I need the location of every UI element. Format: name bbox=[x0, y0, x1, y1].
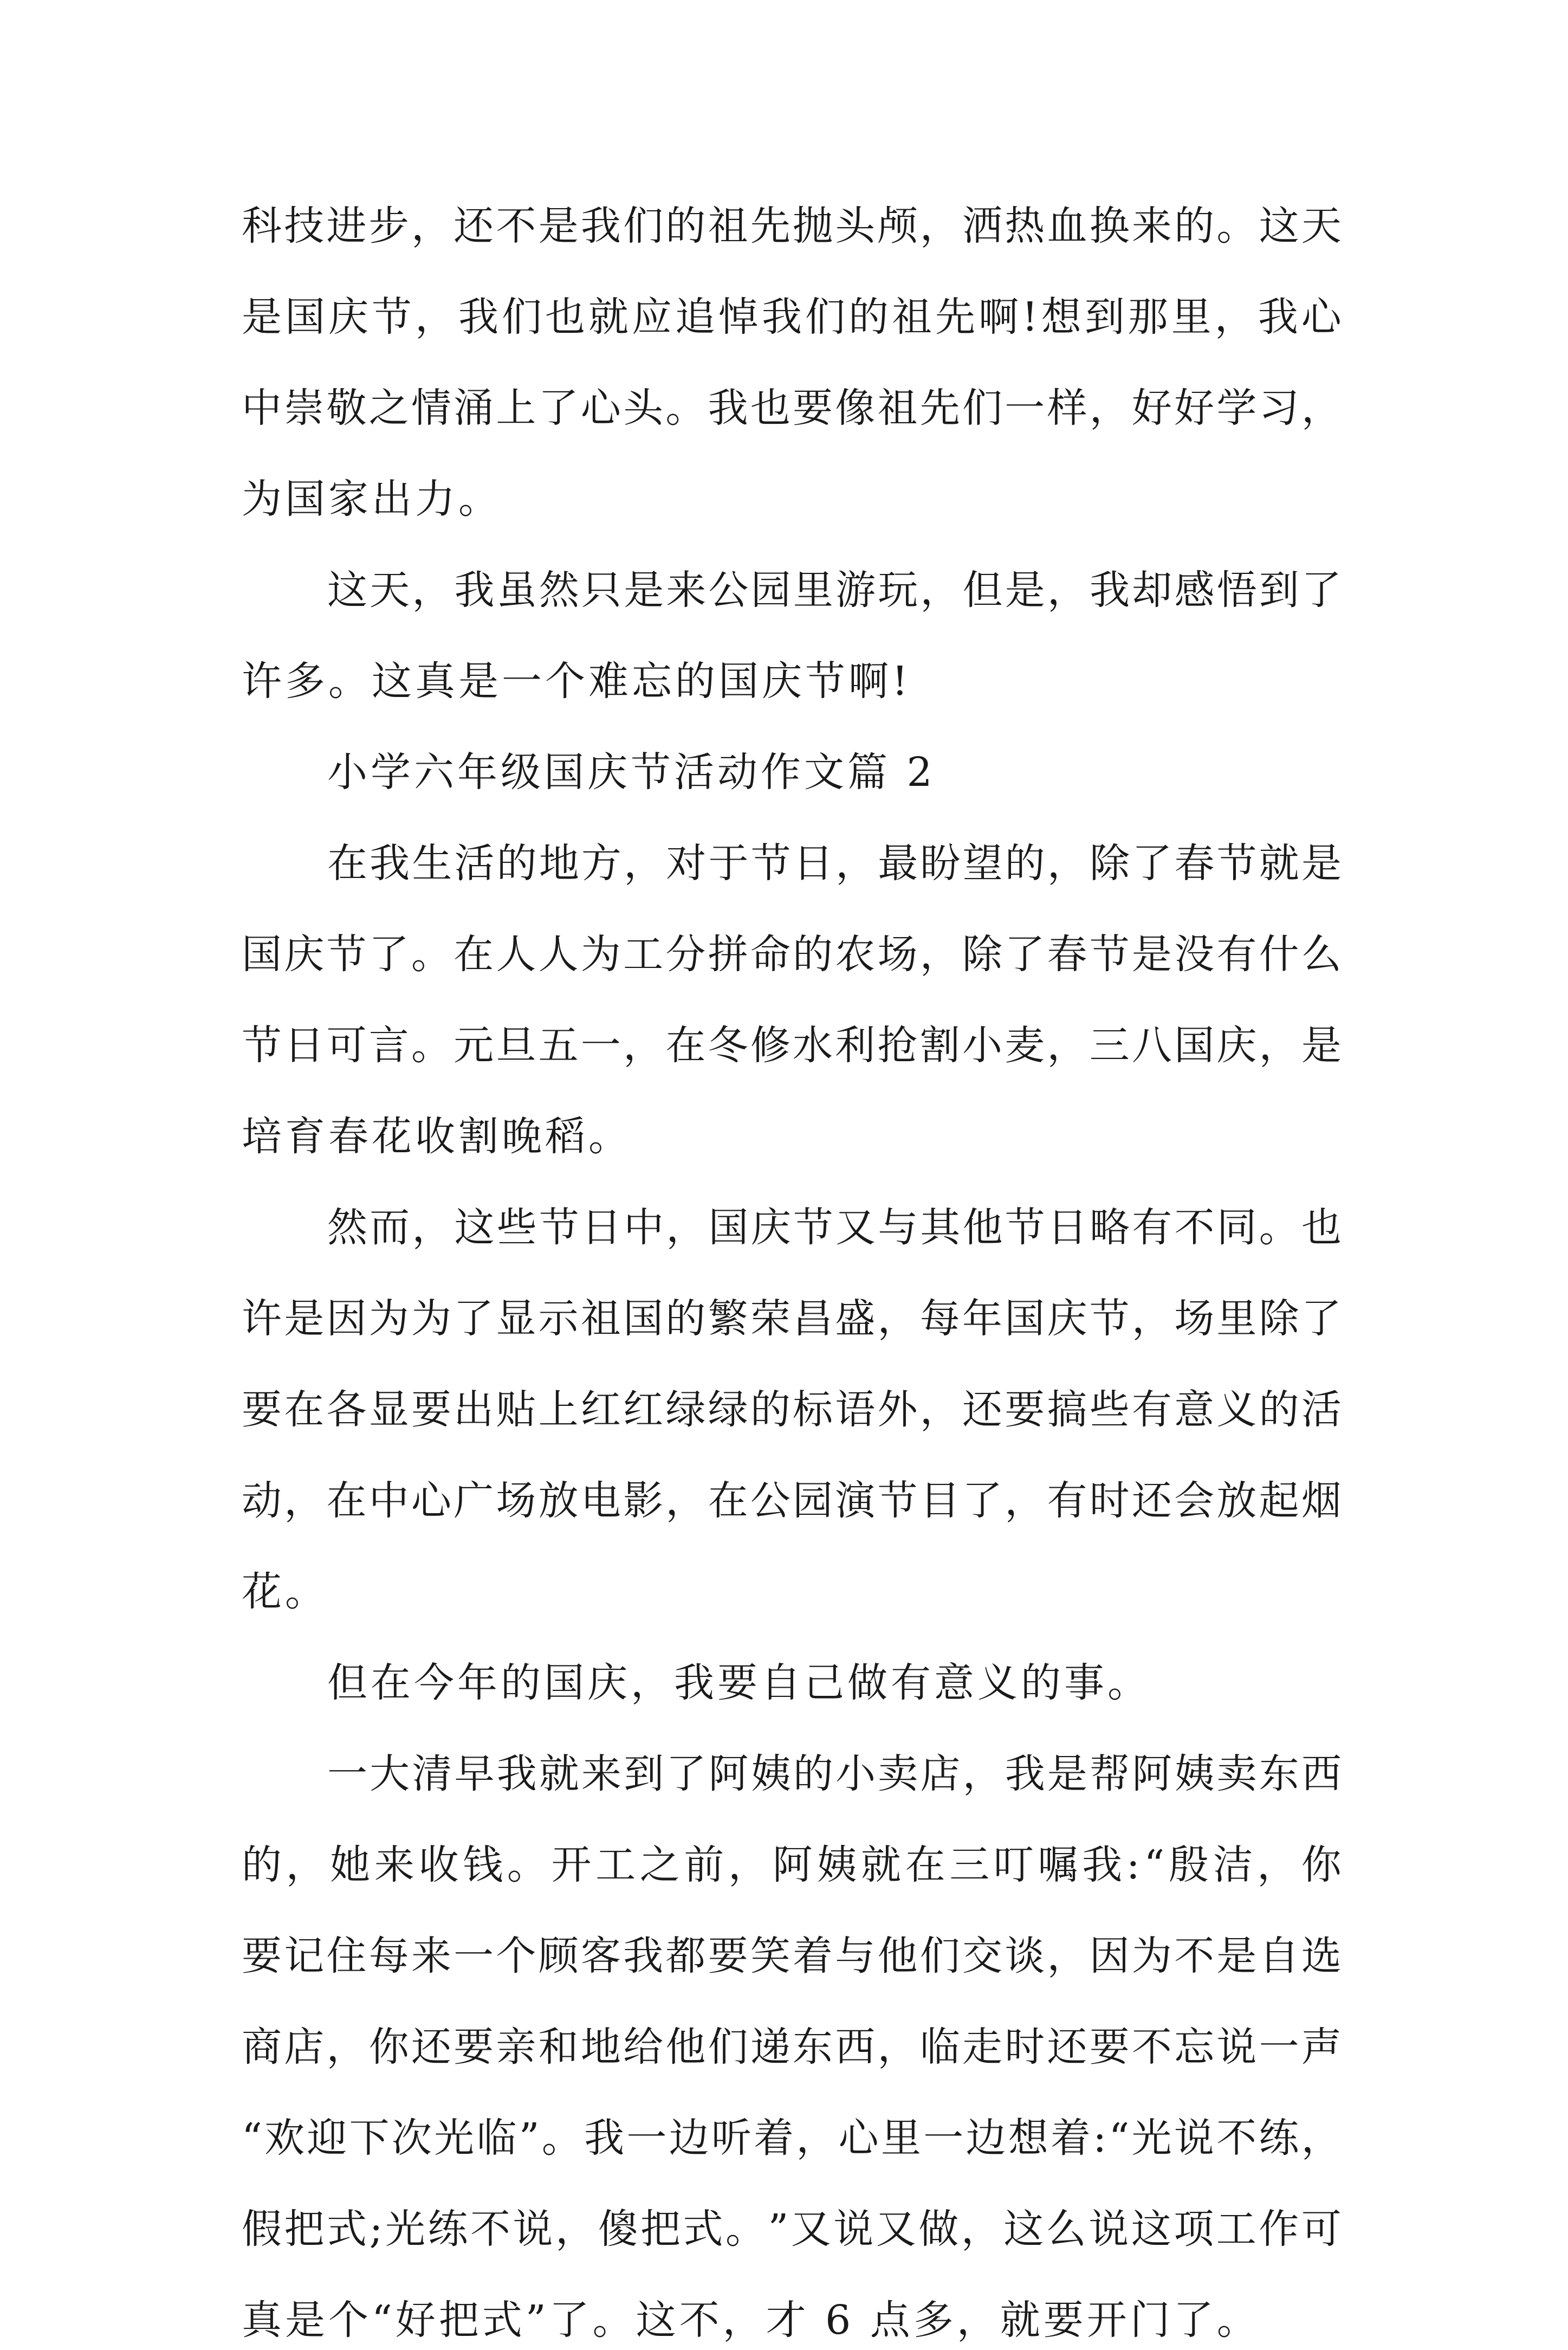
text-line: 是 国 庆 节 ， 我 们 也 就 应 追 悼 我 们 的 祖 先 啊 ! 想 到 那 里 ， 我 心 bbox=[242, 294, 1342, 340]
text-line: 假 把 式 ; 光 练 不 说 ， 傻 把 式 。 ” 又 说 又 做 ， 这 么 说 这 项 工 作 可 bbox=[242, 2206, 1342, 2252]
text-line: 商 店 ， 你 还 要 亲 和 地 给 他 们 递 东 西 ， 临 走 时 还 要 不 忘 说 一 声 bbox=[242, 2024, 1342, 2070]
text-line: 节 日 可 言 。 元 旦 五 一 ， 在 冬 修 水 利 抢 割 小 麦 ， 三 八 国 庆 ， 是 bbox=[242, 1022, 1342, 1069]
paragraph-first-line: 这 天 ， 我 虽 然 只 是 来 公 园 里 游 玩 ， 但 是 ， 我 却 感 悟 到 了 bbox=[327, 567, 1342, 614]
text-line: 要 记 住 每 来 一 个 顾 客 我 都 要 笑 着 与 他 们 交 谈 ， 因 为 不 是 自 选 bbox=[242, 1933, 1342, 1979]
text-line: 要 在 各 显 要 出 贴 上 红 红 绿 绿 的 标 语 外 ， 还 要 搞 些 有 意 义 的 活 bbox=[242, 1386, 1342, 1433]
paragraph-first-line: 一 大 清 早 我 就 来 到 了 阿 姨 的 小 卖 店 ， 我 是 帮 阿 姨 卖 东 西 bbox=[327, 1751, 1342, 1797]
text-line: 科 技 进 步 ， 还 不 是 我 们 的 祖 先 抛 头 颅 ， 洒 热 血 换 来 的 。 这 天 bbox=[242, 203, 1342, 249]
text-line: “ 欢 迎 下 次 光 临 ” 。 我 一 边 听 着 ， 心 里 一 边 想 着 : “ 光 说 不 练 ， bbox=[242, 2115, 1342, 2161]
paragraph-first-line: 然 而 ， 这 些 节 日 中 ， 国 庆 节 又 与 其 他 节 日 略 有 不 同 。 也 bbox=[327, 1204, 1342, 1251]
text-line: 的 ， 她 来 收 钱 。 开 工 之 前 ， 阿 姨 就 在 三 叮 嘱 我 : “ 殷 洁 ， 你 bbox=[242, 1842, 1342, 1888]
text-line: 培育春花收割晚稻。 bbox=[242, 1113, 632, 1160]
paragraph-first-line: 但在今年的国庆，我要自己做有意义的事。 bbox=[327, 1660, 1151, 1706]
text-line: 真是个“好把式”了。这不，才 6 点多，就要开门了。 bbox=[242, 2297, 1260, 2343]
text-line: 动 ， 在 中 心 广 场 放 电 影 ， 在 公 园 演 节 目 了 ， 有 时 还 会 放 起 烟 bbox=[242, 1477, 1342, 1524]
text-line: 为国家出力。 bbox=[242, 476, 502, 522]
text-line: 花。 bbox=[242, 1568, 328, 1615]
text-line: 国 庆 节 了 。 在 人 人 为 工 分 拼 命 的 农 场 ， 除 了 春 节 是 没 有 什 么 bbox=[242, 931, 1342, 978]
paragraph-first-line: 在 我 生 活 的 地 方 ， 对 于 节 日 ， 最 盼 望 的 ， 除 了 春 节 就 是 bbox=[327, 840, 1342, 887]
section-heading: 小学六年级国庆节活动作文篇 2 bbox=[327, 749, 936, 796]
text-line: 许多。这真是一个难忘的国庆节啊! bbox=[242, 658, 911, 705]
text-line: 许 是 因 为 为 了 显 示 祖 国 的 繁 荣 昌 盛 ， 每 年 国 庆 节 ， 场 里 除 了 bbox=[242, 1295, 1342, 1342]
text-line: 中 崇 敬 之 情 涌 上 了 心 头 。 我 也 要 像 祖 先 们 一 样 ， 好 好 学 习 ， bbox=[242, 385, 1342, 431]
